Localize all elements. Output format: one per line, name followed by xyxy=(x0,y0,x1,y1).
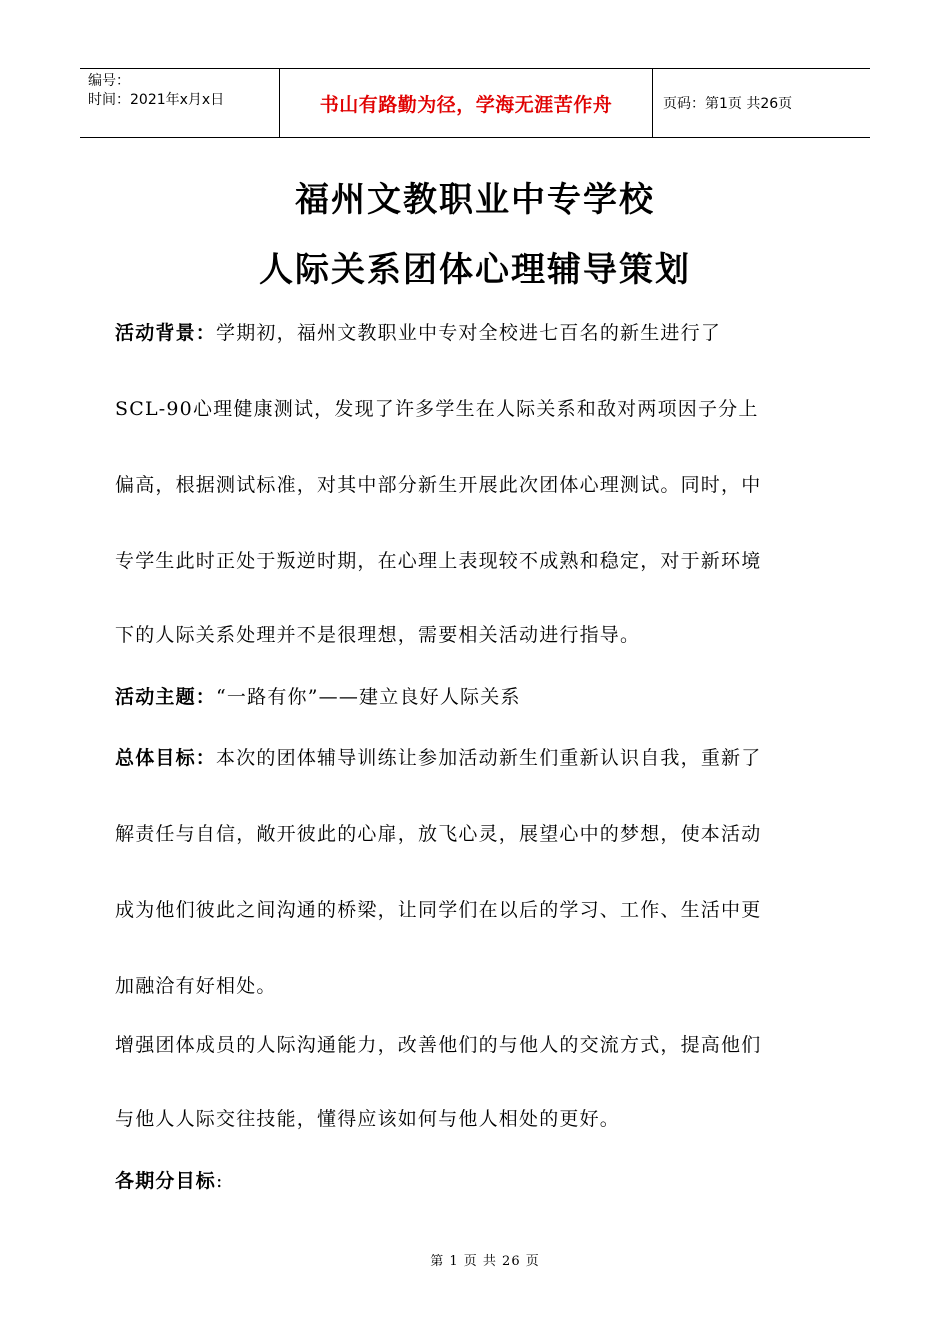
goal-label: 总体目标： xyxy=(115,747,217,769)
motto-text: 书山有路勤为径，学海无涯苦作舟 xyxy=(319,93,613,116)
background-label: 活动背景： xyxy=(115,322,217,344)
goal-line-3: 成为他们彼此之间沟通的桥梁，让同学们在以后的学习、工作、生活中更 xyxy=(115,899,762,921)
background-line-2: SCL-90心理健康测试，发现了许多学生在人际关系和敌对两项因子分上 xyxy=(115,398,759,420)
page-header xyxy=(80,68,870,138)
enhance-line-1: 增强团体成员的人际沟通能力，改善他们的与他人的交流方式，提高他们 xyxy=(115,1034,762,1056)
goal-text-1: 本次的团体辅导训练让参加活动新生们重新认识自我，重新了 xyxy=(216,747,762,769)
theme-line xyxy=(115,682,521,709)
header-page-info xyxy=(653,69,870,137)
stage-goals-colon: : xyxy=(216,1170,224,1192)
header-meta xyxy=(80,69,280,137)
enhance-line-2: 与他人人际交往技能，懂得应该如何与他人相处的更好。 xyxy=(115,1108,621,1130)
time-label: 时间：2021年x月x日 xyxy=(88,92,225,108)
header-motto-cell xyxy=(280,69,653,137)
goal-line-4: 加融洽有好相处。 xyxy=(115,975,277,997)
document-title-line2: 人际关系团体心理辅导策划 xyxy=(259,250,691,290)
background-text-1: 学期初，福州文教职业中专对全校进七百名的新生进行了 xyxy=(216,322,722,344)
goal-line-1 xyxy=(115,743,761,770)
theme-label: 活动主题： xyxy=(115,686,217,708)
document-title-line1: 福州文教职业中专学校 xyxy=(295,180,655,220)
number-label: 编号： xyxy=(88,73,130,89)
background-line-5: 下的人际关系处理并不是很理想，需要相关活动进行指导。 xyxy=(115,624,641,646)
background-line-3: 偏高，根据测试标准，对其中部分新生开展此次团体心理测试。同时，中 xyxy=(115,474,762,496)
stage-goals-line xyxy=(115,1166,224,1193)
stage-goals-label: 各期分目标 xyxy=(115,1170,217,1192)
background-line-4: 专学生此时正处于叛逆时期，在心理上表现较不成熟和稳定，对于新环境 xyxy=(115,550,762,572)
goal-line-2: 解责任与自信，敞开彼此的心扉，放飞心灵，展望心中的梦想，使本活动 xyxy=(115,823,762,845)
theme-text: “一路有你”——建立良好人际关系 xyxy=(216,686,521,708)
page-footer: 第 1 页 共 26 页 xyxy=(430,1254,540,1269)
page-info-text: 页码：第1页 共26页 xyxy=(663,96,793,112)
background-line-1 xyxy=(115,318,721,345)
